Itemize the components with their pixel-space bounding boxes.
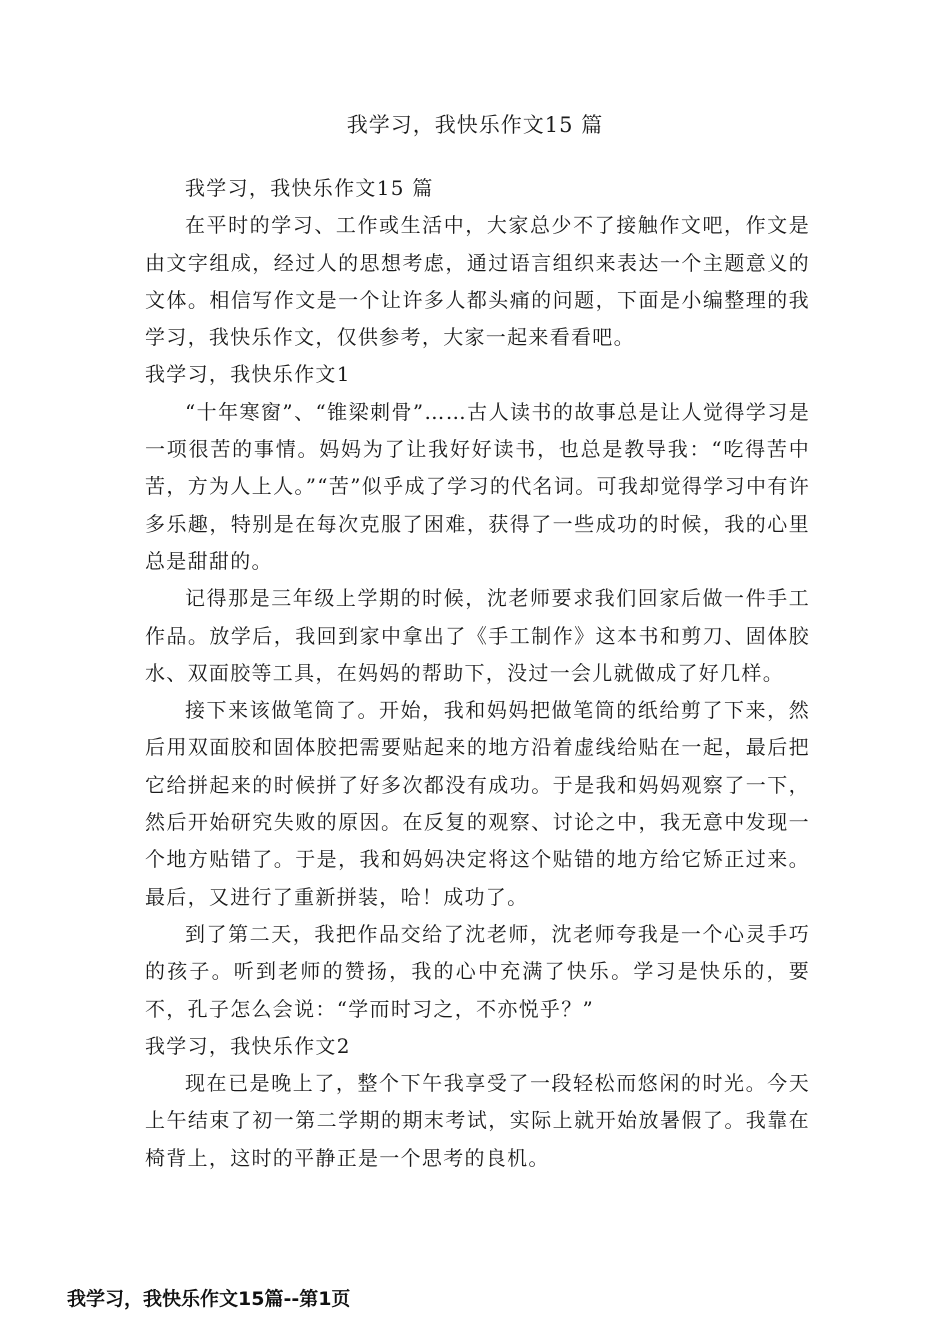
paragraph: 现在已是晚上了，整个下午我享受了一段轻松而悠闲的时光。今天上午结束了初一第二学期的期末考试，实际上就开始放暑假了。我靠在椅背上，这时的平静正是一个思考的良机。 bbox=[145, 1071, 810, 1170]
section-heading-2: 我学习，我快乐作文2 bbox=[145, 1033, 351, 1058]
paragraph: 接下来该做笔筒了。开始，我和妈妈把做笔筒的纸给剪了下来，然后用双面胶和固体胶把需要贴起来的地方沿着虚线给贴在一起，最后把它给拼起来的时候拼了好多次都没有成功。于是我和妈妈观察了一下，然后开始研究失败的原因。在反复的观察、讨论之中，我无意中发现一个地方贴错了。于是，我和妈妈决定将这个贴错的地方给它矫正过来。最后，又进行了重新拼装，哈！成功了。 bbox=[145, 698, 810, 909]
document-body bbox=[145, 170, 810, 1177]
paragraph: 记得那是三年级上学期的时候，沈老师要求我们回家后做一件手工作品。放学后，我回到家中拿出了《手工制作》这本书和剪刀、固体胶水、双面胶等工具，在妈妈的帮助下，没过一会儿就做成了好几样。 bbox=[145, 586, 810, 685]
section-heading-1: 我学习，我快乐作文1 bbox=[145, 362, 351, 387]
paragraph-intro: 在平时的学习、工作或生活中，大家总少不了接触作文吧，作文是由文字组成，经过人的思想考虑，通过语言组织来表达一个主题意义的文体。相信写作文是一个让许多人都头痛的问题，下面是小编整理的我学习，我快乐作文，仅供参考，大家一起来看看吧。 bbox=[145, 213, 810, 350]
paragraph: “十年寒窗”、“锥梁刺骨”……古人读书的故事总是让人觉得学习是一项很苦的事情。妈妈为了让我好好读书，也总是教导我：“吃得苦中苦，方为人上人。”“苦”似乎成了学习的代名词。可我却觉得学习中有许多乐趣，特别是在每次克服了困难，获得了一些成功的时候，我的心里总是甜甜的。 bbox=[145, 399, 810, 573]
paragraph-heading-repeat: 我学习，我快乐作文15 篇 bbox=[185, 176, 434, 200]
page-footer: 我学习，我快乐作文15篇--第1页 bbox=[67, 1288, 351, 1310]
paragraph: 到了第二天，我把作品交给了沈老师，沈老师夸我是一个心灵手巧的孩子。听到老师的赞扬，我的心中充满了快乐。学习是快乐的，要不，孔子怎么会说：“学而时习之，不亦悦乎？” bbox=[145, 921, 810, 1021]
document-title: 我学习，我快乐作文15 篇 bbox=[346, 113, 604, 137]
